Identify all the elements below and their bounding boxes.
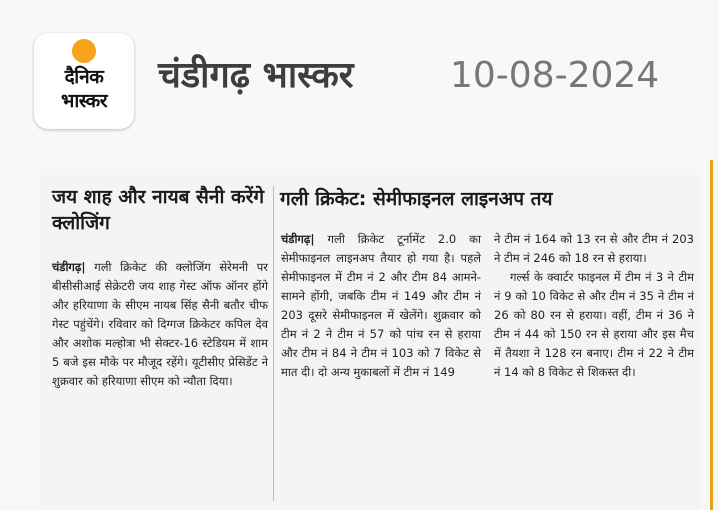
article-2-headline: गली क्रिकेट: सेमीफाइनल लाइनअप तय <box>280 188 553 210</box>
edition-title: चंडीगढ़ भास्कर <box>158 55 354 96</box>
article-1-headline: जय शाह और नायब सैनी करेंगे क्लोजिंग <box>52 186 265 234</box>
article-1-body <box>52 258 268 391</box>
article-2-body-col1 <box>281 230 481 382</box>
article-2-body-col2 <box>494 230 694 382</box>
column-divider <box>273 186 274 501</box>
article-2-text-col1: गली क्रिकेट टूर्नामेंट 2.0 का सेमीफाइनल लाइनअप तैयार हो गया है। पहले सेमीफाइनल में टीम नं 2 और टीम 84 आमने-सामने होंगी, जबकि टीम नं 149 और टीम नं 203 दूसरे सेमीफाइनल में खेलेंगे। शुक्रवार को टीम नं 2 ने टीम नं 57 को पांच रन से हराया और टीम नं 84 ने टीम नं 103 को 7 विकेट से मात दी। दो अन्य मुकाबलों में टीम नं 149 <box>281 232 481 379</box>
article-2-text-col2a: ने टीम नं 164 को 13 रन से और टीम नं 203 ने टीम नं 246 को 18 रन से हराया। <box>494 232 694 265</box>
page-header <box>0 0 719 150</box>
article-2-dateline: चंडीगढ़| <box>281 232 315 246</box>
edition-date: 10-08-2024 <box>450 55 660 96</box>
logo-text-line2: भास्कर <box>60 90 108 112</box>
article-1-text: गली क्रिकेट की क्लोजिंग सेरेमनी पर बीसीसीआई सेक्रेटरी जय शाह गेस्ट ऑफ ऑनर होंगे और हरियाणा के सीएम नायब सिंह सैनी बतौर चीफ गेस्ट पहुंचेंगे। रविवार को दिग्गज क्रिकेटर कपिल देव और अशोक मल्होत्रा भी सेक्टर-16 स्टेडियम में शाम 5 बजे इस मौके पर मौजूद रहेंगे। यूटीसीए प्रेसिडेंट ने शुक्रवार को हरियाणा सीएम को न्यौता दिया। <box>52 260 268 388</box>
decorative-rule <box>710 160 713 510</box>
newspaper-logo <box>34 33 134 129</box>
sun-icon <box>72 39 96 63</box>
article-1-dateline: चंडीगढ़| <box>52 260 86 274</box>
logo-text-line1: दैनिक <box>64 66 104 88</box>
article-2-text-col2b: गर्ल्स के क्वार्टर फाइनल में टीम नं 3 ने टीम नं 9 को 10 विकेट से और टीम नं 35 ने टीम नं 26 को 80 रन से हराया। वहीं, टीम नं 36 ने टीम नं 44 को 150 रन से हराया और इस मैच में तैयशा ने 128 रन बनाए। टीम नं 22 ने टीम नं 14 को 8 विकेट से शिकस्त दी। <box>494 270 694 379</box>
